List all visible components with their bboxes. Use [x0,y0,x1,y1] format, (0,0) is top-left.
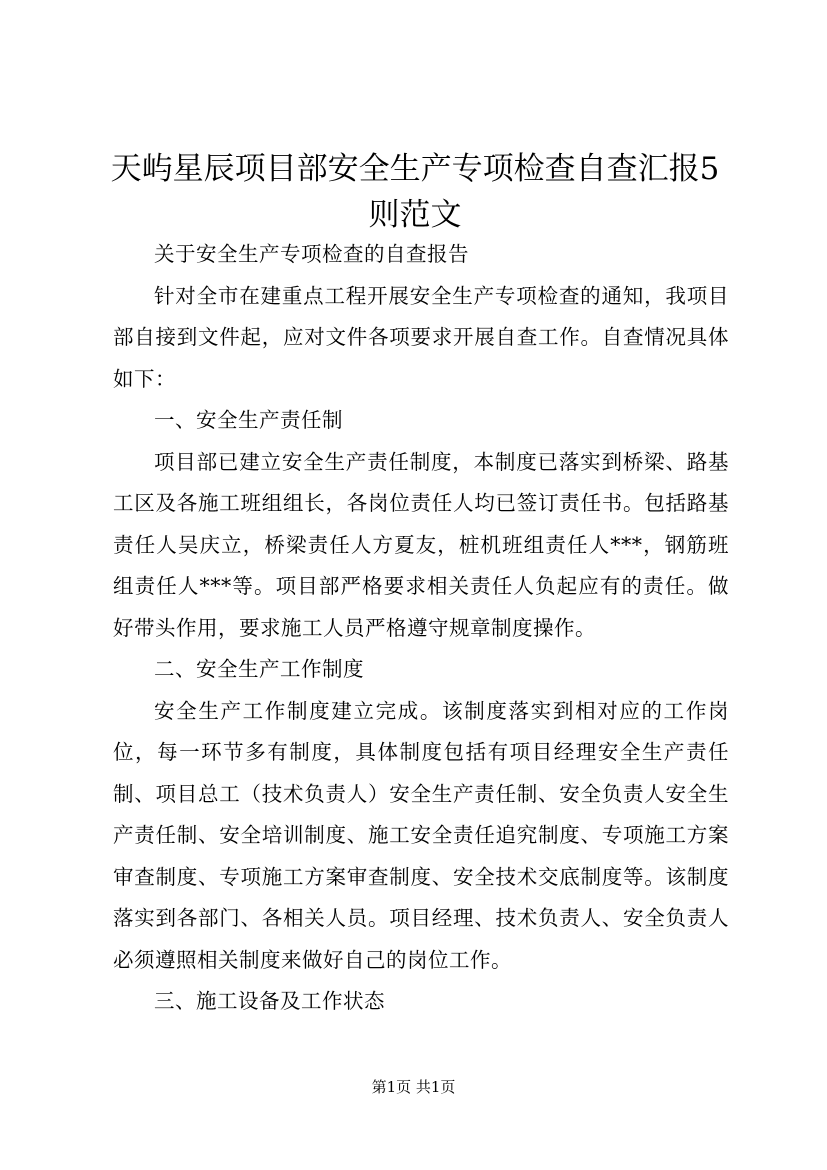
intro-paragraph: 针对全市在建重点工程开展安全生产专项检查的通知，我项目部自接到文件起，应对文件各项要求开展自查工作。自查情况具体如下： [113,283,729,391]
work-system-paragraph: 安全生产工作制度建立完成。该制度落实到相对应的工作岗位，每一环节多有制度，具体制度包括有项目经理安全生产责任制、项目总工（技术负责人）安全生产责任制、安全负责人安全生产责任制、安全培训制度、施工安全责任追究制度、专项施工方案审查制度、专项施工方案审查制度、安全技术交底制度等。该制度落实到各部门、各相关人员。项目经理、技术负责人、安全负责人必须遵照相关制度来做好自己的岗位工作。 [113,698,729,972]
document-title: 天屿星辰项目部安全生产专项检查自查汇报5则范文 [110,151,720,233]
page-number: 第1页 共1页 [371,1078,456,1096]
section-heading-equipment: 三、施工设备及工作状态 [154,989,385,1013]
section-heading-work-system: 二、安全生产工作制度 [154,657,364,681]
report-heading: 关于安全生产专项检查的自查报告 [154,242,469,266]
document-body [113,234,729,1023]
section-heading-responsibility: 一、安全生产责任制 [154,408,343,432]
responsibility-paragraph: 项目部已建立安全生产责任制度，本制度已落实到桥梁、路基工区及各施工班组组长，各岗位责任人均已签订责任书。包括路基责任人吴庆立，桥梁责任人方夏友，桩机班组责任人***，钢筋班组责任人***等。项目部严格要求相关责任人负起应有的责任。做好带头作用，要求施工人员严格遵守规章制度操作。 [113,449,729,640]
